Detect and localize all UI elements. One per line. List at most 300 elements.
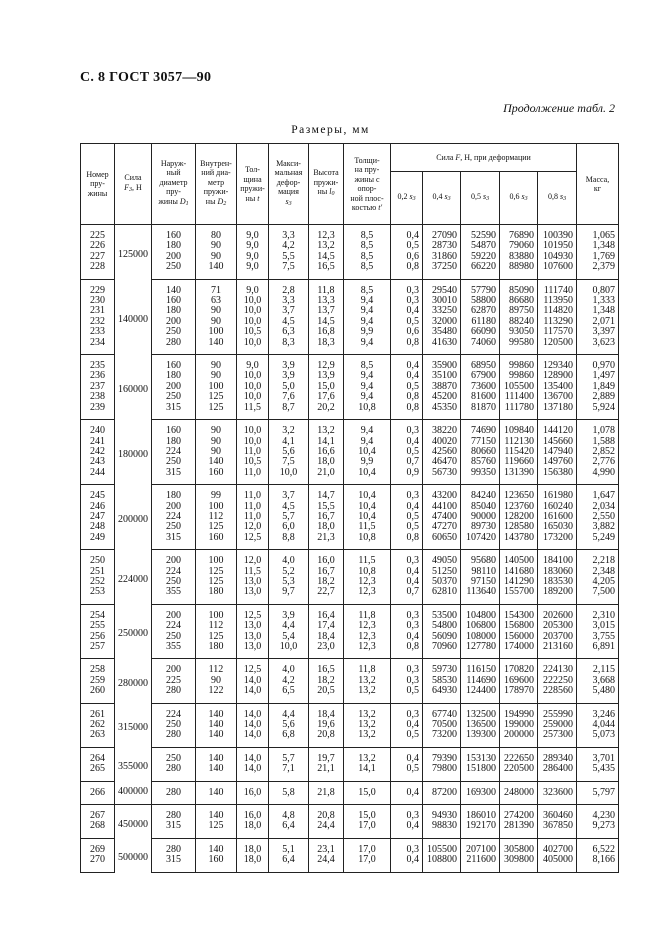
outer-diameter: 180 <box>152 241 196 251</box>
outer-diameter: 160 <box>152 355 196 372</box>
force-08s3: 156380 <box>538 468 577 485</box>
force-02s3: 0,3 <box>391 805 423 822</box>
outer-diameter: 250 <box>152 747 196 764</box>
outer-diameter: 224 <box>152 567 196 577</box>
force-05s3: 151800 <box>461 764 500 781</box>
table-row <box>81 371 619 381</box>
thickness-bearing: 11,8 <box>344 604 391 621</box>
thickness-bearing: 12,3 <box>344 642 391 659</box>
force-06s3: 131390 <box>500 468 538 485</box>
thickness-bearing: 15,0 <box>344 805 391 822</box>
spring-number: 255 <box>81 621 115 631</box>
spring-number: 257 <box>81 642 115 659</box>
force-08s3: 203700 <box>538 632 577 642</box>
spring-number: 231 <box>81 306 115 316</box>
spring-number: 240 <box>81 420 115 437</box>
max-deformation: 4,0 <box>269 659 309 676</box>
max-deformation: 5,2 <box>269 567 309 577</box>
force-05s3: 85040 <box>461 502 500 512</box>
force-06s3: 199000 <box>500 720 538 730</box>
group-force: 140000 <box>115 279 152 354</box>
force-06s3: 119660 <box>500 457 538 467</box>
force-06s3: 85090 <box>500 279 538 296</box>
force-06s3: 86680 <box>500 296 538 306</box>
mass: 2,550 <box>577 512 619 522</box>
inner-diameter: 140 <box>196 781 237 804</box>
force-04s3: 70500 <box>423 720 461 730</box>
max-deformation: 5,7 <box>269 512 309 522</box>
inner-diameter: 90 <box>196 437 237 447</box>
outer-diameter: 180 <box>152 485 196 502</box>
height: 13,2 <box>309 420 344 437</box>
max-deformation: 5,3 <box>269 577 309 587</box>
force-05s3: 113640 <box>461 587 500 604</box>
max-deformation: 4,8 <box>269 805 309 822</box>
force-05s3: 186010 <box>461 805 500 822</box>
force-02s3: 0,8 <box>391 338 423 355</box>
force-02s3: 0,3 <box>391 296 423 306</box>
spring-number: 254 <box>81 604 115 621</box>
mass: 4,990 <box>577 468 619 485</box>
max-deformation: 5,5 <box>269 252 309 262</box>
table-row <box>81 676 619 686</box>
height: 16,4 <box>309 604 344 621</box>
outer-diameter: 250 <box>152 632 196 642</box>
mass: 5,797 <box>577 781 619 804</box>
force-04s3: 30010 <box>423 296 461 306</box>
spring-number: 235 <box>81 355 115 372</box>
force-02s3: 0,4 <box>391 371 423 381</box>
thickness-bearing: 13,2 <box>344 703 391 720</box>
thickness-bearing: 9,9 <box>344 327 391 337</box>
force-04s3: 62810 <box>423 587 461 604</box>
max-deformation: 10,0 <box>269 468 309 485</box>
outer-diameter: 250 <box>152 327 196 337</box>
force-05s3: 81870 <box>461 403 500 420</box>
spring-number: 248 <box>81 522 115 532</box>
force-06s3: 115420 <box>500 447 538 457</box>
force-08s3: 323600 <box>538 781 577 804</box>
force-08s3: 205300 <box>538 621 577 631</box>
inner-diameter: 90 <box>196 317 237 327</box>
spring-number: 242 <box>81 447 115 457</box>
force-04s3: 56090 <box>423 632 461 642</box>
max-deformation: 4,4 <box>269 621 309 631</box>
spring-number: 265 <box>81 764 115 781</box>
spring-number: 246 <box>81 502 115 512</box>
force-05s3: 62870 <box>461 306 500 316</box>
height: 23,1 <box>309 838 344 855</box>
mass: 4,230 <box>577 805 619 822</box>
thickness: 11,0 <box>237 512 269 522</box>
force-02s3: 0,5 <box>391 764 423 781</box>
mass: 2,776 <box>577 457 619 467</box>
force-06s3: 178970 <box>500 686 538 703</box>
outer-diameter: 280 <box>152 338 196 355</box>
force-08s3: 183530 <box>538 577 577 587</box>
force-02s3: 0,4 <box>391 821 423 838</box>
force-06s3: 111400 <box>500 392 538 402</box>
table-row <box>81 327 619 337</box>
force-06s3: 194990 <box>500 703 538 720</box>
force-06s3: 123650 <box>500 485 538 502</box>
force-08s3: 402700 <box>538 838 577 855</box>
force-05s3: 61180 <box>461 317 500 327</box>
mass: 8,166 <box>577 855 619 872</box>
force-06s3: 170820 <box>500 659 538 676</box>
force-02s3: 0,6 <box>391 327 423 337</box>
force-04s3: 60650 <box>423 533 461 550</box>
thickness-bearing: 13,2 <box>344 686 391 703</box>
force-06s3: 83880 <box>500 252 538 262</box>
force-04s3: 35480 <box>423 327 461 337</box>
force-05s3: 74060 <box>461 338 500 355</box>
force-group <box>81 747 619 781</box>
force-02s3: 0,3 <box>391 703 423 720</box>
inner-diameter: 180 <box>196 642 237 659</box>
inner-diameter: 180 <box>196 587 237 604</box>
thickness-bearing: 13,2 <box>344 720 391 730</box>
outer-diameter: 355 <box>152 587 196 604</box>
height: 18,2 <box>309 577 344 587</box>
mass: 2,218 <box>577 550 619 567</box>
table-row <box>81 821 619 838</box>
thickness-bearing: 12,3 <box>344 621 391 631</box>
inner-diameter: 125 <box>196 392 237 402</box>
table-row <box>81 604 619 621</box>
force-06s3: 154300 <box>500 604 538 621</box>
inner-diameter: 160 <box>196 533 237 550</box>
spring-number: 228 <box>81 262 115 279</box>
max-deformation: 5,7 <box>269 747 309 764</box>
force-04s3: 43200 <box>423 485 461 502</box>
force-05s3: 80660 <box>461 447 500 457</box>
outer-diameter: 280 <box>152 781 196 804</box>
force-05s3: 89730 <box>461 522 500 532</box>
force-06s3: 309800 <box>500 855 538 872</box>
thickness: 10,0 <box>237 382 269 392</box>
thickness-bearing: 10,8 <box>344 567 391 577</box>
max-deformation: 3,9 <box>269 604 309 621</box>
force-04s3: 79390 <box>423 747 461 764</box>
outer-diameter: 315 <box>152 855 196 872</box>
thickness: 13,0 <box>237 642 269 659</box>
force-08s3: 160240 <box>538 502 577 512</box>
force-08s3: 255990 <box>538 703 577 720</box>
table-row <box>81 437 619 447</box>
force-group <box>81 659 619 703</box>
thickness: 14,0 <box>237 703 269 720</box>
group-force: 200000 <box>115 485 152 550</box>
force-04s3: 40020 <box>423 437 461 447</box>
table-row <box>81 659 619 676</box>
force-02s3: 0,3 <box>391 485 423 502</box>
max-deformation: 8,7 <box>269 403 309 420</box>
force-04s3: 51250 <box>423 567 461 577</box>
force-06s3: 143780 <box>500 533 538 550</box>
thickness: 14,0 <box>237 747 269 764</box>
force-02s3: 0,3 <box>391 838 423 855</box>
mass: 5,924 <box>577 403 619 420</box>
max-deformation: 7,5 <box>269 262 309 279</box>
force-02s3: 0,5 <box>391 317 423 327</box>
group-force: 500000 <box>115 838 152 872</box>
force-05s3: 59220 <box>461 252 500 262</box>
spring-number: 264 <box>81 747 115 764</box>
spring-number: 268 <box>81 821 115 838</box>
thickness-bearing: 15,0 <box>344 781 391 804</box>
thickness-bearing: 8,5 <box>344 279 391 296</box>
height: 12,9 <box>309 355 344 372</box>
thickness-bearing: 10,4 <box>344 502 391 512</box>
height: 18,0 <box>309 457 344 467</box>
max-deformation: 5,1 <box>269 838 309 855</box>
force-08s3: 360460 <box>538 805 577 822</box>
max-deformation: 7,5 <box>269 457 309 467</box>
thickness: 16,0 <box>237 805 269 822</box>
force-02s3: 0,6 <box>391 252 423 262</box>
col-header-mass: Масса, кг <box>577 144 619 225</box>
thickness-bearing: 13,2 <box>344 676 391 686</box>
thickness: 18,0 <box>237 821 269 838</box>
force-04s3: 31860 <box>423 252 461 262</box>
force-06s3: 128580 <box>500 522 538 532</box>
height: 20,5 <box>309 686 344 703</box>
force-08s3: 149760 <box>538 457 577 467</box>
force-08s3: 173200 <box>538 533 577 550</box>
thickness: 12,5 <box>237 604 269 621</box>
inner-diameter: 63 <box>196 296 237 306</box>
outer-diameter: 250 <box>152 720 196 730</box>
force-05s3: 81600 <box>461 392 500 402</box>
force-group <box>81 420 619 485</box>
height: 14,1 <box>309 437 344 447</box>
outer-diameter: 200 <box>152 317 196 327</box>
thickness-bearing: 12,3 <box>344 577 391 587</box>
outer-diameter: 224 <box>152 512 196 522</box>
height: 14,5 <box>309 252 344 262</box>
inner-diameter: 140 <box>196 262 237 279</box>
max-deformation: 4,5 <box>269 502 309 512</box>
max-deformation: 6,0 <box>269 522 309 532</box>
table-continuation-note: Продолжение табл. 2 <box>503 101 615 115</box>
inner-diameter: 90 <box>196 420 237 437</box>
force-08s3: 183060 <box>538 567 577 577</box>
mass: 3,755 <box>577 632 619 642</box>
mass: 6,891 <box>577 642 619 659</box>
mass: 1,078 <box>577 420 619 437</box>
spring-number: 232 <box>81 317 115 327</box>
mass: 1,647 <box>577 485 619 502</box>
max-deformation: 6,4 <box>269 821 309 838</box>
outer-diameter: 200 <box>152 382 196 392</box>
force-04s3: 49050 <box>423 550 461 567</box>
thickness-bearing: 13,2 <box>344 730 391 747</box>
force-06s3: 200000 <box>500 730 538 747</box>
force-04s3: 79800 <box>423 764 461 781</box>
force-02s3: 0,4 <box>391 437 423 447</box>
force-04s3: 37250 <box>423 262 461 279</box>
mass: 2,310 <box>577 604 619 621</box>
table-row <box>81 241 619 251</box>
thickness-bearing: 11,5 <box>344 522 391 532</box>
force-02s3: 0,4 <box>391 855 423 872</box>
thickness-bearing: 9,4 <box>344 437 391 447</box>
thickness: 9,0 <box>237 262 269 279</box>
force-05s3: 67900 <box>461 371 500 381</box>
thickness: 11,0 <box>237 447 269 457</box>
thickness: 18,0 <box>237 855 269 872</box>
force-04s3: 35900 <box>423 355 461 372</box>
thickness-bearing: 9,4 <box>344 338 391 355</box>
max-deformation: 3,9 <box>269 355 309 372</box>
force-02s3: 0,4 <box>391 577 423 587</box>
height: 17,4 <box>309 621 344 631</box>
force-02s3: 0,4 <box>391 781 423 804</box>
table-row <box>81 502 619 512</box>
col-header-05s3: 0,5 $s_3$ <box>461 172 500 225</box>
group-force: 280000 <box>115 659 152 703</box>
force-08s3: 117570 <box>538 327 577 337</box>
col-header-force: Сила $F_3$, Н <box>115 144 152 225</box>
table-row <box>81 621 619 631</box>
inner-diameter: 140 <box>196 764 237 781</box>
thickness-bearing: 10,4 <box>344 485 391 502</box>
inner-diameter: 125 <box>196 403 237 420</box>
height: 13,2 <box>309 241 344 251</box>
force-05s3: 139300 <box>461 730 500 747</box>
force-05s3: 95680 <box>461 550 500 567</box>
max-deformation: 6,3 <box>269 327 309 337</box>
group-force: 315000 <box>115 703 152 747</box>
inner-diameter: 140 <box>196 703 237 720</box>
table-row <box>81 420 619 437</box>
table-row <box>81 522 619 532</box>
force-04s3: 50370 <box>423 577 461 587</box>
spring-number: 256 <box>81 632 115 642</box>
spring-number: 266 <box>81 781 115 804</box>
force-04s3: 29540 <box>423 279 461 296</box>
table-row <box>81 686 619 703</box>
table-row <box>81 730 619 747</box>
max-deformation: 9,7 <box>269 587 309 604</box>
force-08s3: 165030 <box>538 522 577 532</box>
force-06s3: 156800 <box>500 621 538 631</box>
mass: 1,588 <box>577 437 619 447</box>
force-02s3: 0,4 <box>391 225 423 242</box>
force-04s3: 54800 <box>423 621 461 631</box>
force-04s3: 44100 <box>423 502 461 512</box>
force-04s3: 42560 <box>423 447 461 457</box>
thickness: 12,0 <box>237 522 269 532</box>
max-deformation: 3,9 <box>269 371 309 381</box>
thickness: 10,0 <box>237 420 269 437</box>
mass: 3,882 <box>577 522 619 532</box>
force-08s3: 257300 <box>538 730 577 747</box>
height: 16,7 <box>309 567 344 577</box>
table-row <box>81 781 619 804</box>
mass: 7,500 <box>577 587 619 604</box>
max-deformation: 7,1 <box>269 764 309 781</box>
force-04s3: 35100 <box>423 371 461 381</box>
inner-diameter: 80 <box>196 225 237 242</box>
force-05s3: 90000 <box>461 512 500 522</box>
force-05s3: 58800 <box>461 296 500 306</box>
thickness: 14,0 <box>237 686 269 703</box>
force-02s3: 0,5 <box>391 686 423 703</box>
thickness-bearing: 14,1 <box>344 764 391 781</box>
thickness: 11,0 <box>237 502 269 512</box>
max-deformation: 4,0 <box>269 550 309 567</box>
mass: 3,246 <box>577 703 619 720</box>
col-header-tp: Толщи- на пру- жины с опор- ной плос- костью t' <box>344 144 391 225</box>
col-header-l0: Высота пружи- ны $l_0$ <box>309 144 344 225</box>
outer-diameter: 160 <box>152 420 196 437</box>
inner-diameter: 140 <box>196 747 237 764</box>
group-force: 355000 <box>115 747 152 781</box>
outer-diameter: 200 <box>152 659 196 676</box>
height: 11,8 <box>309 279 344 296</box>
thickness: 13,0 <box>237 632 269 642</box>
max-deformation: 3,7 <box>269 306 309 316</box>
max-deformation: 6,8 <box>269 730 309 747</box>
thickness-bearing: 17,0 <box>344 821 391 838</box>
table-row <box>81 252 619 262</box>
force-05s3: 97150 <box>461 577 500 587</box>
outer-diameter: 315 <box>152 821 196 838</box>
table-row <box>81 855 619 872</box>
inner-diameter: 140 <box>196 805 237 822</box>
force-02s3: 0,3 <box>391 279 423 296</box>
table-row <box>81 296 619 306</box>
spring-number: 269 <box>81 838 115 855</box>
force-02s3: 0,3 <box>391 621 423 631</box>
force-05s3: 106800 <box>461 621 500 631</box>
thickness-bearing: 8,5 <box>344 262 391 279</box>
table-row <box>81 805 619 822</box>
table-row <box>81 764 619 781</box>
force-06s3: 112130 <box>500 437 538 447</box>
force-05s3: 73600 <box>461 382 500 392</box>
height: 20,8 <box>309 805 344 822</box>
height: 20,8 <box>309 730 344 747</box>
thickness: 10,0 <box>237 371 269 381</box>
force-06s3: 99580 <box>500 338 538 355</box>
thickness-bearing: 9,9 <box>344 457 391 467</box>
force-05s3: 66090 <box>461 327 500 337</box>
thickness-bearing: 9,4 <box>344 371 391 381</box>
outer-diameter: 200 <box>152 502 196 512</box>
height: 16,8 <box>309 327 344 337</box>
max-deformation: 5,6 <box>269 720 309 730</box>
force-06s3: 248000 <box>500 781 538 804</box>
force-group <box>81 279 619 354</box>
force-05s3: 124400 <box>461 686 500 703</box>
force-04s3: 53500 <box>423 604 461 621</box>
force-06s3: 109840 <box>500 420 538 437</box>
max-deformation: 6,5 <box>269 686 309 703</box>
thickness: 10,0 <box>237 437 269 447</box>
force-06s3: 222650 <box>500 747 538 764</box>
force-06s3: 220500 <box>500 764 538 781</box>
force-06s3: 93050 <box>500 327 538 337</box>
spring-number: 236 <box>81 371 115 381</box>
inner-diameter: 90 <box>196 676 237 686</box>
force-08s3: 224130 <box>538 659 577 676</box>
outer-diameter: 200 <box>152 604 196 621</box>
force-05s3: 132500 <box>461 703 500 720</box>
max-deformation: 6,4 <box>269 855 309 872</box>
